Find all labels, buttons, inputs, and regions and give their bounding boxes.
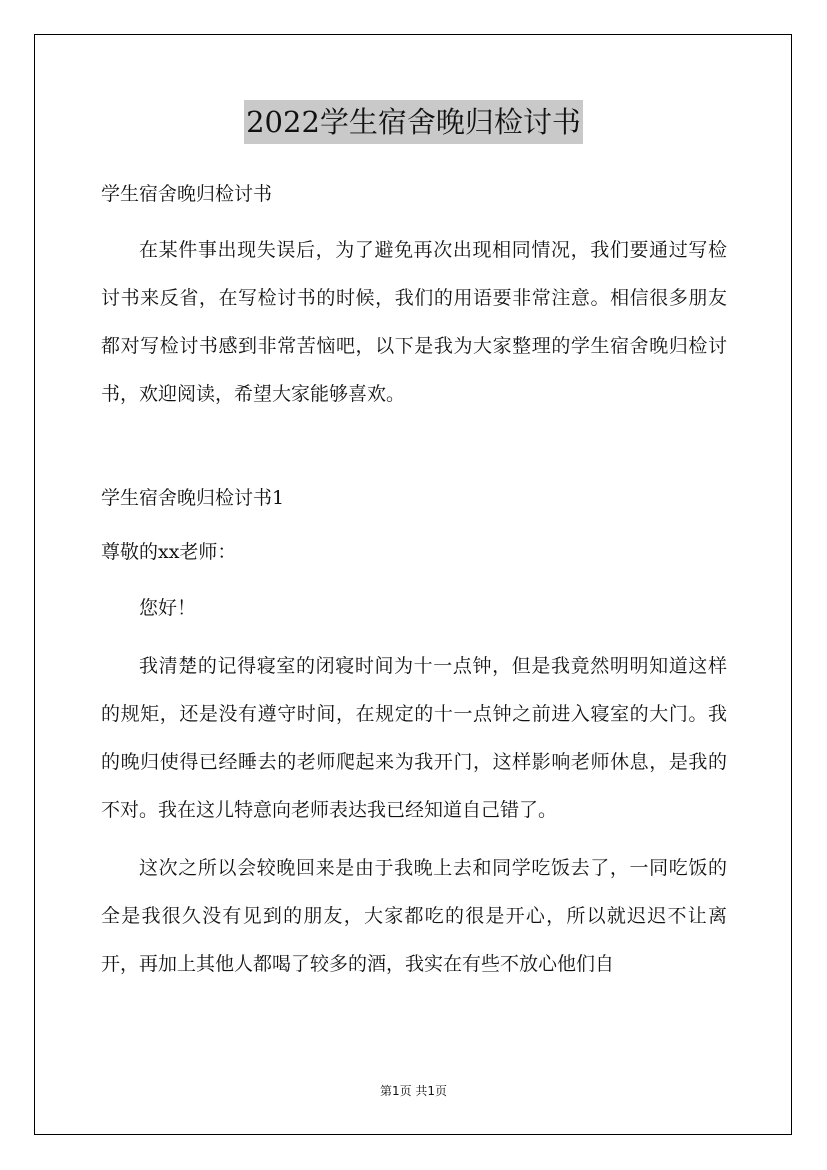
spacer — [101, 520, 727, 530]
body-paragraph: 这次之所以会较晚回来是由于我晚上去和同学吃饭去了，一同吃饭的全是我很久没有见到的朋友，大家都吃的很是开心，所以就迟迟不让离开，再加上其他人都喝了较多的酒，我实在有些不放心他们自 — [101, 857, 727, 975]
spacer — [101, 216, 727, 226]
greeting: 您好！ — [139, 597, 197, 619]
intro-paragraph: 在某件事出现失误后，为了避免再次出现相同情况，我们要通过写检讨书来反省，在写检讨书的时候，我们的用语要非常注意。相信很多朋友都对写检讨书感到非常苦恼吧，以下是我为大家整理的学生宿舍晚归检讨书，欢迎阅读，希望大家能够喜欢。 — [101, 239, 727, 405]
body-paragraph: 我清楚的记得寝室的闭寝时间为十一点钟，但是我竟然明明知道这样的规矩，还是没有遵守时间，在规定的十一点钟之前进入寝室的大门。我的晚归使得已经睡去的老师爬起来为我开门，这样影响老师休息，是我的不对。我在这儿特意向老师表达我已经知道自己错了。 — [101, 655, 727, 821]
spacer — [101, 834, 727, 844]
section-heading: 学生宿舍晚归检讨书1 — [101, 487, 285, 509]
spacer — [101, 632, 727, 642]
title-container — [0, 100, 827, 144]
document-body — [101, 172, 727, 988]
salutation: 尊敬的xx老师： — [101, 541, 237, 563]
spacer — [101, 574, 727, 584]
document-title: 2022学生宿舍晚归检讨书 — [244, 100, 583, 144]
spacer — [101, 418, 727, 476]
page-footer: 第1页 共1页 — [379, 1084, 448, 1098]
document-subtitle: 学生宿舍晚归检讨书 — [101, 183, 273, 205]
